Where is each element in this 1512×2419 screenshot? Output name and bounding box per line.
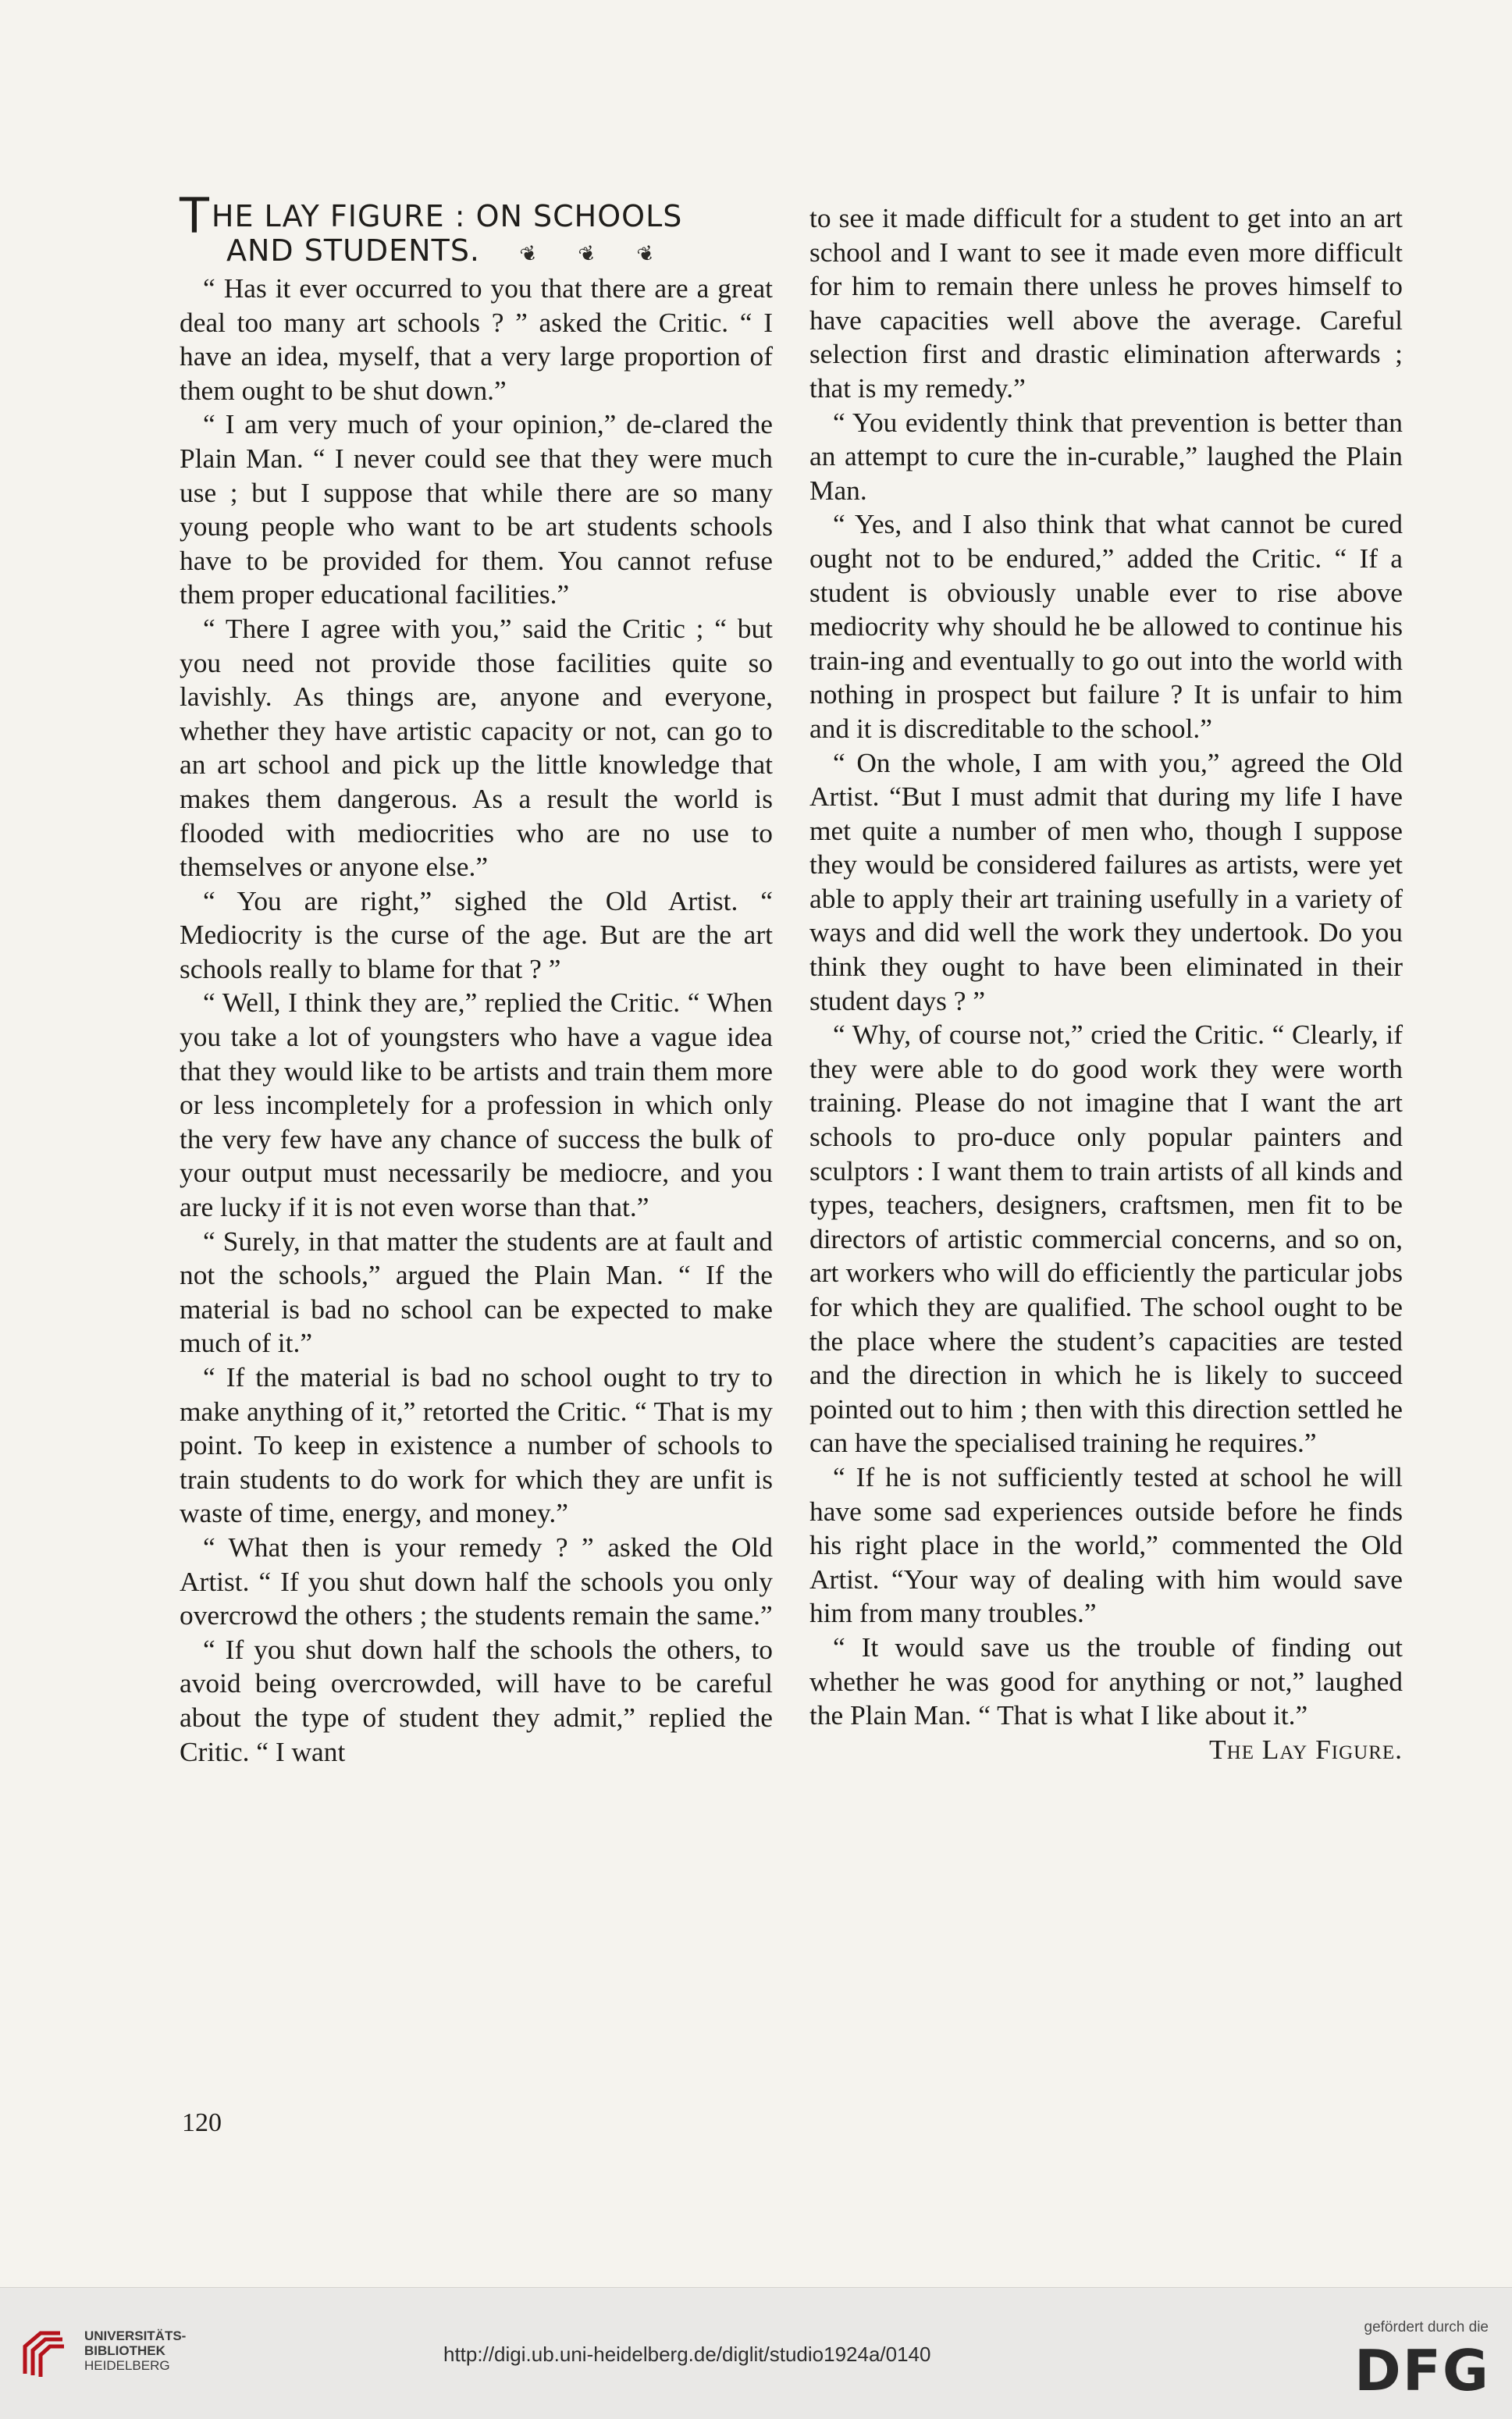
leaf-ornament-icon: ❦: [575, 240, 601, 269]
title-dropcap: T: [180, 187, 210, 244]
signature: The Lay Figure.: [1209, 1733, 1403, 1765]
paragraph: “ There I agree with you,” said the Critic ; “ but you need not provide those facilities quite so lavishly. As things are, anyone and everyone, whether they have artistic capacity or not, can go to an art school and pick up the little knowledge that makes them dangerous. As a result the world is flooded with mediocrities who are no use to themselves or anyone else.”: [180, 612, 773, 883]
paragraph: “ It would save us the trouble of finding out whether he was good for anything or not,” laughed the Plain Man. “ That is what I like about it.”: [809, 1631, 1403, 1731]
paragraph: “ If the material is bad no school ought to try to make anything of it,” retorted the Critic. “ That is my point. To keep in existence a number of schools to train students to do work for which they are unfit is waste of time, energy, and money.”: [180, 1361, 773, 1529]
library-line: UNIVERSITÄTS-: [84, 2328, 187, 2343]
paragraph: “ I am very much of your opinion,” de-clared the Plain Man. “ I never could see that they were much use ; but I suppose that while there are so many young people who want to be art students schools have to be provided for them. You cannot refuse them proper educational facilities.”: [180, 408, 773, 610]
paragraph: “ Why, of course not,” cried the Critic. “ Clearly, if they were able to do good work they were worth training. Please do not imagine that I want the art schools to pro-duce only popular painters and sculptors : I want them to train artists of all kinds and types, teachers, designers, craftsmen, men fit to be directors of artistic commercial concerns, and so on, art workers who will do efficiently the particular jobs for which they are qualified. The school ought to be the place where the student’s capacities are tested and the direction in which he is likely to succeed pointed out to him ; then with this direction settled he can have the specialised training he requires.”: [809, 1019, 1403, 1459]
right-column: [809, 201, 1403, 1766]
funded-by-label: gefördert durch die: [1364, 2319, 1489, 2335]
leaf-ornament-icon: ❦: [634, 240, 659, 269]
paragraph: “ If you shut down half the schools the others, to avoid being overcrowded, will have to be careful about the type of student they admit,” replied the Critic. “ I want: [180, 1633, 773, 1767]
paragraph: “ You evidently think that prevention is better than an attempt to cure the in-curable,” laughed the Plain Man.: [809, 406, 1403, 506]
library-line: BIBLIOTHEK: [84, 2343, 165, 2358]
page-number: 120: [182, 2108, 222, 2137]
library-name: [84, 2328, 186, 2373]
library-line: HEIDELBERG: [84, 2358, 170, 2373]
article-title: [180, 187, 773, 272]
paragraph: to see it made difficult for a student to get into an art school and I want to see it made even more difficult for him to remain there unless he proves himself to have capacities well above the average. Careful selection first and drastic elimination afterwards ; that is my remedy.”: [809, 202, 1403, 404]
paragraph: “ If he is not sufficiently tested at school he will have some sad experiences outside before he finds his right place in the world,” commented the Old Artist. “Your way of dealing with him would save him from many troubles.”: [809, 1460, 1403, 1629]
permalink-url[interactable]: http://digi.ub.uni-heidelberg.de/diglit/studio1924a/0140: [443, 2343, 931, 2366]
paragraph: “ Yes, and I also think that what cannot be cured ought not to be endured,” added the Critic. “ If a student is obviously unable ever to rise above mediocrity why should he be allowed to continue his train-ing and eventually to go out into the world with nothing in prospect but failure ? It is unfair to him and it is discreditable to the school.”: [809, 508, 1403, 744]
viewer-footer: [0, 2287, 1512, 2419]
paragraph: “ Has it ever occurred to you that there are a great deal too many art schools ? ” asked the Critic. “ I have an idea, myself, that a very large proportion of them ought to be shut down.”: [180, 272, 773, 406]
paragraph: “ You are right,” sighed the Old Artist. “ Mediocrity is the curse of the age. But are the art schools really to blame for that ? ”: [180, 884, 773, 984]
dfg-logo: DFG: [1354, 2338, 1490, 2403]
ub-heidelberg-logo-icon: [17, 2327, 72, 2382]
title-line-2: AND STUDENTS.: [226, 233, 481, 268]
left-column: [180, 187, 773, 1769]
paragraph: “ Surely, in that matter the students are at fault and not the schools,” argued the Plain Man. “ If the material is bad no school can be expected to make much of it.”: [180, 1225, 773, 1359]
paragraph: “ What then is your remedy ? ” asked the Old Artist. “ If you shut down half the schools you only overcrowd the others ; the students remain the same.”: [180, 1531, 773, 1631]
leaf-ornament-icon: ❦: [517, 240, 543, 269]
paragraph: “ On the whole, I am with you,” agreed the Old Artist. “But I must admit that during my life I have met quite a number of men who, though I suppose they would be considered failures as artists, were yet able to apply their art training usefully in a variety of ways and did well the work they undertook. Do you think they ought to have been eliminated in their student days ? ”: [809, 746, 1403, 1016]
title-line-1: HE LAY FIGURE : ON SCHOOLS: [211, 199, 683, 233]
paragraph: “ Well, I think they are,” replied the Critic. “ When you take a lot of youngsters who have a vague idea that they would like to be artists and train them more or less incompletely for a profession in which only the very few have any chance of success the bulk of your output must necessarily be mediocre, and you are lucky if it is not even worse than that.”: [180, 987, 773, 1223]
